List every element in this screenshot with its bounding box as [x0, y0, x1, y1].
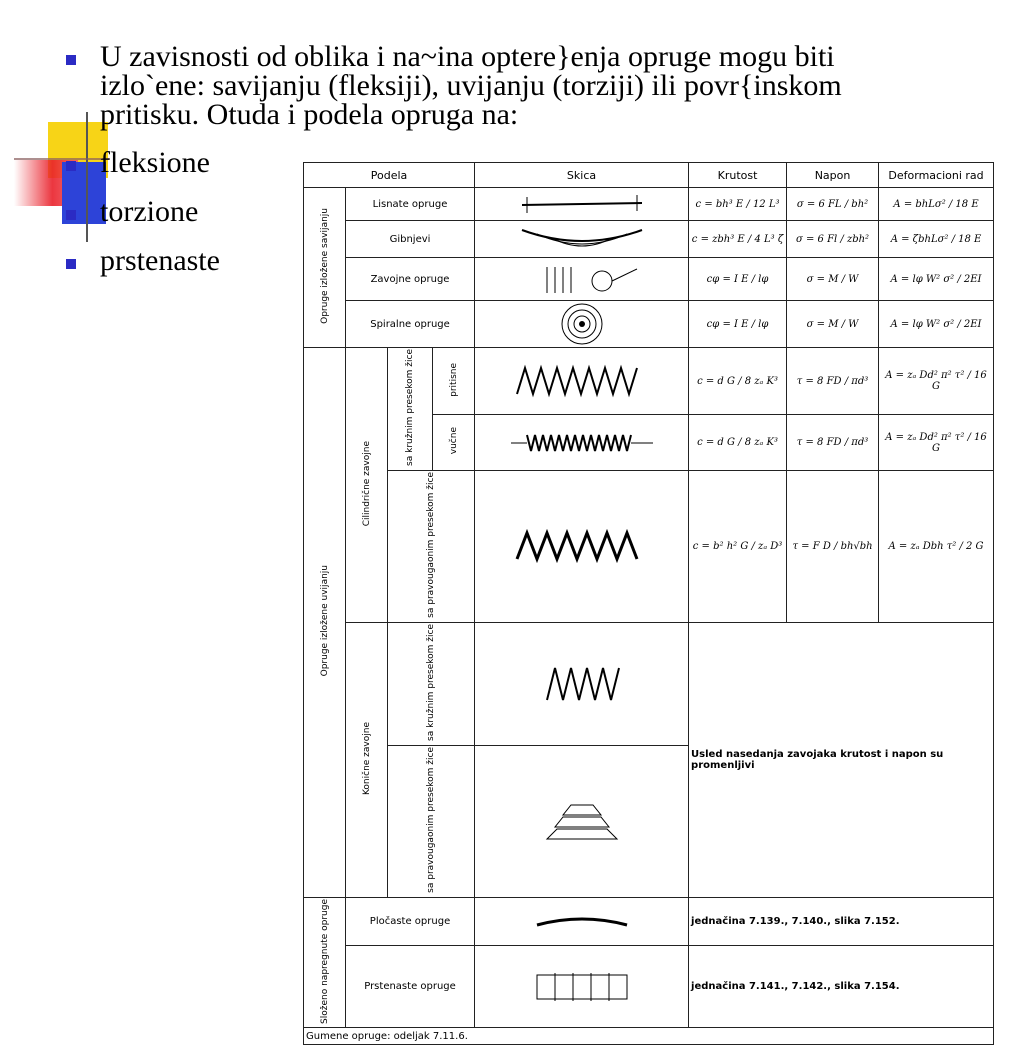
sketch-ring-spring	[475, 946, 689, 1028]
napon-cell: τ = F D / bh√bh	[787, 470, 879, 622]
krutost-cell: c = bh³ E / 12 L³	[689, 188, 787, 221]
group-bending: Opruge izložene savijanju	[304, 188, 346, 348]
sketch-rect-wire-spring	[475, 470, 689, 622]
table-row	[304, 221, 994, 258]
sub-compress: pritisne	[433, 348, 475, 415]
bullet-item-intro	[66, 42, 926, 129]
bullet-marker	[66, 259, 76, 269]
ring-note: jednačina 7.141., 7.142., slika 7.154.	[689, 946, 994, 1028]
sketch-laminated-spring	[475, 221, 689, 258]
sketch-leaf-spring	[475, 188, 689, 221]
row-name: Zavojne opruge	[346, 258, 475, 301]
krutost-cell: c = d G / 8 zₐ K³	[689, 415, 787, 471]
sub-round-compress: sa kružnim presekom žice	[388, 348, 433, 471]
rad-cell: A = lφ W² σ² / 2EI	[879, 258, 994, 301]
sub-round-con: sa kružnim presekom žice	[388, 622, 475, 745]
table-header-row	[304, 163, 994, 188]
plate-note: jednačina 7.139., 7.140., slika 7.152.	[689, 897, 994, 946]
rad-cell: A = lφ W² σ² / 2EI	[879, 301, 994, 348]
table-row	[304, 470, 994, 622]
sketch-conical-spring	[475, 622, 689, 745]
header-skica: Skica	[475, 163, 689, 188]
table-row	[304, 897, 994, 946]
group-torsion: Opruge izložene uvijanju	[304, 348, 346, 898]
row-name: Pločaste opruge	[346, 897, 475, 946]
header-napon: Napon	[787, 163, 879, 188]
conical-note: Usled nasedanja zavojaka krutost i napon su promenljivi	[689, 622, 994, 897]
group-complex: Složeno napregnute opruge	[304, 897, 346, 1028]
bullet-text: torzione	[100, 195, 199, 228]
krutost-cell: c = b² h² G / zₐ D³	[689, 470, 787, 622]
table-footer-row	[304, 1028, 994, 1045]
table-row	[304, 258, 994, 301]
krutost-cell: cφ = I E / lφ	[689, 301, 787, 348]
bullet-marker	[66, 210, 76, 220]
table-row	[304, 301, 994, 348]
sketch-torsion-spring	[475, 258, 689, 301]
spring-table-image	[303, 162, 993, 1042]
bullet-text: U zavisnosti od oblika i na~ina optere}enja opruge mogu biti izlo`ene: savijanju (fleksiji), uvijanju (torziji) ili povr{inskom pritisku. Otuda i podela opruga na:	[100, 40, 842, 131]
row-name: Lisnate opruge	[346, 188, 475, 221]
krutost-cell: cφ = I E / lφ	[689, 258, 787, 301]
row-name: Spiralne opruge	[346, 301, 475, 348]
krutost-cell: c = zbh³ E / 4 L³ ζ	[689, 221, 787, 258]
napon-cell: σ = 6 FL / bh²	[787, 188, 879, 221]
table-row	[304, 622, 994, 745]
napon-cell: τ = 8 FD / πd³	[787, 415, 879, 471]
sketch-plate-spring	[475, 897, 689, 946]
rad-cell: A = zₐ Dd² π² τ² / 16 G	[879, 415, 994, 471]
table-row	[304, 946, 994, 1028]
sketch-tension-spring	[475, 415, 689, 471]
napon-cell: σ = M / W	[787, 301, 879, 348]
sub-rect-con: sa pravougaonim presekom žice	[388, 745, 475, 897]
header-krutost: Krutost	[689, 163, 787, 188]
row-name: Gibnjevi	[346, 221, 475, 258]
napon-cell: τ = 8 FD / πd³	[787, 348, 879, 415]
bullet-text: prstenaste	[100, 244, 220, 277]
rad-cell: A = zₐ Dd² π² τ² / 16 G	[879, 348, 994, 415]
table-footer: Gumene opruge: odeljak 7.11.6.	[304, 1028, 994, 1045]
krutost-cell: c = d G / 8 zₐ K³	[689, 348, 787, 415]
header-deformacioni-rad: Deformacioni rad	[879, 163, 994, 188]
rad-cell: A = zₐ Dbh τ² / 2 G	[879, 470, 994, 622]
sketch-spiral-spring	[475, 301, 689, 348]
group-cylindrical: Cilindrične zavojne	[346, 348, 388, 623]
napon-cell: σ = M / W	[787, 258, 879, 301]
spring-table	[303, 162, 994, 1045]
bullet-text: fleksione	[100, 146, 210, 179]
bullet-marker	[66, 161, 76, 171]
sketch-compression-spring	[475, 348, 689, 415]
group-conical: Konične zavojne	[346, 622, 388, 897]
napon-cell: σ = 6 Fl / zbh²	[787, 221, 879, 258]
header-podela: Podela	[304, 163, 475, 188]
rad-cell: A = bhLσ² / 18 E	[879, 188, 994, 221]
table-row	[304, 348, 994, 415]
row-name: Prstenaste opruge	[346, 946, 475, 1028]
bullet-marker	[66, 55, 76, 65]
sub-tension: vučne	[433, 415, 475, 471]
table-row	[304, 188, 994, 221]
rad-cell: A = ζbhLσ² / 18 E	[879, 221, 994, 258]
sub-rect: sa pravougaonim presekom žice	[388, 470, 475, 622]
